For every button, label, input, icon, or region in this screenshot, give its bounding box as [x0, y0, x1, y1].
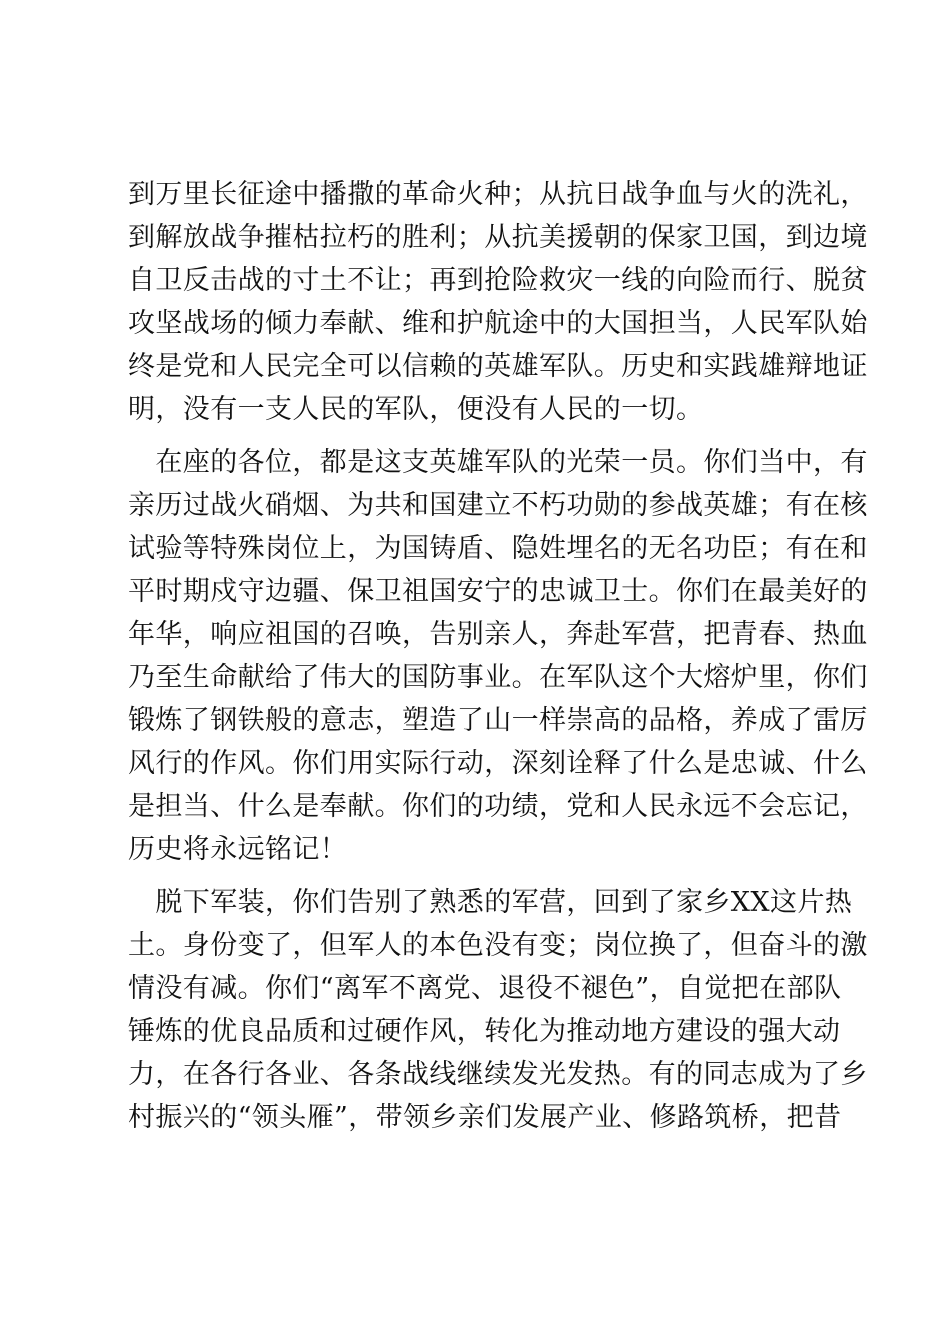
text-line: 锻炼了钢铁般的意志，塑造了山一样崇高的品格，养成了雷厉 — [128, 705, 868, 736]
text-line: 锤炼的优良品质和过硬作风，转化为推动地方建设的强大动 — [128, 1016, 841, 1047]
text-line: 攻坚战场的倾力奉献、维和护航途中的大国担当，人民军队始 — [128, 308, 868, 339]
text-line: 平时期戍守边疆、保卫祖国安宁的忠诚卫士。你们在最美好的 — [128, 576, 868, 607]
text-line: 亲历过战火硝烟、为共和国建立不朽功勋的参战英雄；有在核 — [128, 490, 868, 521]
text-line: 情没有减。你们“离军不离党、退役不褪色”，自觉把在部队 — [128, 973, 842, 1004]
text-line: 村振兴的“领头雁”，带领乡亲们发展产业、修路筑桥，把昔 — [128, 1102, 842, 1133]
text-line: 试验等特殊岗位上，为国铸盾、隐姓埋名的无名功臣；有在和 — [128, 533, 868, 564]
text-line: 自卫反击战的寸土不让；再到抢险救灾一线的向险而行、脱贫 — [128, 265, 868, 296]
text-line: 土。身份变了，但军人的本色没有变；岗位换了，但奋斗的激 — [128, 930, 868, 961]
paragraph-first-line: 脱下军装，你们告别了熟悉的军营，回到了家乡XX这片热 — [128, 887, 853, 918]
text-line: 到解放战争摧枯拉朽的胜利；从抗美援朝的保家卫国，到边境 — [128, 222, 868, 253]
paragraph-first-line: 在座的各位，都是这支英雄军队的光荣一员。你们当中，有 — [128, 447, 868, 478]
text-line: 到万里长征途中播撒的革命火种；从抗日战争血与火的洗礼， — [128, 179, 868, 210]
text-line: 年华，响应祖国的召唤，告别亲人，奔赴军营，把青春、热血 — [128, 619, 868, 650]
text-line: 历史将永远铭记！ — [128, 834, 348, 865]
text-line: 明，没有一支人民的军队，便没有人民的一切。 — [128, 394, 704, 425]
text-line: 是担当、什么是奉献。你们的功绩，党和人民永远不会忘记， — [128, 791, 868, 822]
text-line: 终是党和人民完全可以信赖的英雄军队。历史和实践雄辩地证 — [128, 351, 868, 382]
text-line: 力，在各行各业、各条战线继续发光发热。有的同志成为了乡 — [128, 1059, 868, 1090]
text-line: 乃至生命献给了伟大的国防事业。在军队这个大熔炉里，你们 — [128, 662, 868, 693]
text-line: 风行的作风。你们用实际行动，深刻诠释了什么是忠诚、什么 — [128, 748, 868, 779]
